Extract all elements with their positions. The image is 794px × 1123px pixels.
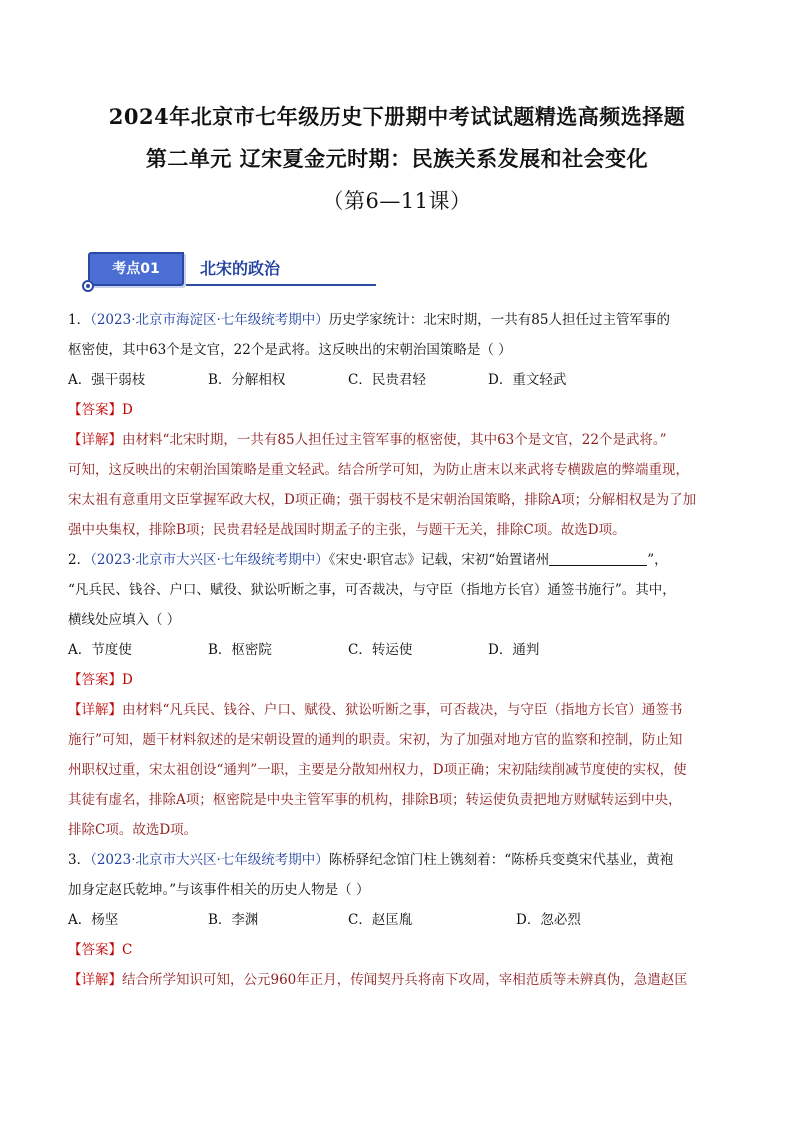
unit-title: 第二单元 辽宋夏金元时期：民族关系发展和社会变化 [145, 146, 649, 171]
option-d: D．忽必烈 [516, 912, 581, 928]
question-list [68, 305, 728, 995]
detail: 【详解】由材料“凡兵民、钱谷、户口、赋役、狱讼听断之事，可否裁决，与守臣（指地方长官）通签书 [68, 702, 683, 718]
option-a: A．强干弱枝 [68, 372, 146, 388]
question-1: 1．（2023·北京市海淀区·七年级统考期中）历史学家统计：北宋时期，一共有85人担任过主管军事的 枢密使，其中63个是文官，22个是武将。这反映出的宋朝治国策略是（ ） A．强干弱枝 B．分解相权 C．民贵君轻 D．重文轻武 【答案】D 【详解】由材料“北宋时期，一共有85人担任过主管军事的枢密使，其中63个是文官，22个是武将。” 可知，这反映出的宋朝治国策略是重文轻武。结合所学可知，为防止唐末以来武将专横跋扈的弊端重现， 宋太祖有意重用文臣掌握军政大权，D项正确；强干弱枝不是宋朝治国策略，排除A项；分解相权是为了加 强中央集权，排除B项；民贵君轻是战国时期孟子的主张，与题干无关，排除C项。故选D项。 [68, 305, 728, 545]
option-b: B．枢密院 [208, 642, 272, 658]
kaodian-topic: 北宋的政治 [200, 259, 281, 278]
answer: 【答案】D [68, 402, 133, 418]
option-d: D．重文轻武 [488, 372, 567, 388]
question-source: （2023·北京市大兴区·七年级统考期中） [90, 552, 329, 568]
options [68, 365, 728, 395]
question-3: 3．（2023·北京市大兴区·七年级统考期中）陈桥驿纪念馆门柱上镌刻着：“陈桥兵变奠宋代基业，黄袍 加身定赵氏乾坤。”与该事件相关的历史人物是（ ） A．杨坚 B．李渊 C．赵匡胤 D．忽必烈 【答案】C 【详解】结合所学知识可知，公元960年正月，传闻契丹兵将南下攻周，宰相范质等未辨真伪，急遣赵匡 [68, 845, 728, 995]
fill-blank [549, 551, 647, 566]
question-stem: 历史学家统计：北宋时期，一共有85人担任过主管军事的 [328, 312, 670, 328]
option-c: C．赵匡胤 [348, 912, 413, 928]
kaodian-header [82, 246, 382, 296]
detail: 【详解】结合所学知识可知，公元960年正月，传闻契丹兵将南下攻周，宰相范质等未辨真伪，急遣赵匡 [68, 972, 688, 988]
options [68, 905, 728, 935]
lesson-range: （第6—11课） [322, 189, 472, 213]
options [68, 635, 728, 665]
question-source: （2023·北京市海淀区·七年级统考期中） [90, 312, 329, 328]
option-d: D．通判 [488, 642, 540, 658]
question-stem: 陈桥驿纪念馆门柱上镌刻着：“陈桥兵变奠宋代基业，黄袍 [328, 852, 674, 868]
option-c: C．民贵君轻 [348, 372, 426, 388]
option-c: C．转运使 [348, 642, 413, 658]
answer: 【答案】C [68, 942, 133, 958]
kaodian-underline [186, 284, 376, 286]
question-2: 2．（2023·北京市大兴区·七年级统考期中）《宋史·职官志》记载，宋初“始置诸州 ”， “凡兵民、钱谷、户口、赋役、狱讼听断之事，可否裁决，与守臣（指地方长官）通签书施行”。其中， 横线处应填入（ ） A．节度使 B．枢密院 C．转运使 D．通判 【答案】D 【详解】由材料“凡兵民、钱谷、户口、赋役、狱讼听断之事，可否裁决，与守臣（指地方长官）通签书 施行”可知，题干材料叙述的是宋朝设置的通判的职责。宋初，为了加强对地方官的监察和控制，防止知 州职权过重，宋太祖创设“通判”一职，主要是分散知州权力，D项正确；宋初陆续削减节度使的实权，使 其徒有虚名，排除A项；枢密院是中央主管军事的机构，排除B项；转运使负责把地方财赋转运到中央， 排除C项。故选D项。 [68, 545, 728, 845]
kaodian-badge: 考点01 [88, 252, 184, 286]
option-a: A．杨坚 [68, 912, 119, 928]
kaodian-dot-icon [82, 280, 94, 292]
detail: 【详解】由材料“北宋时期，一共有85人担任过主管军事的枢密使，其中63个是文官，22个是武将。” [68, 432, 667, 448]
question-source: （2023·北京市大兴区·七年级统考期中） [90, 852, 329, 868]
answer: 【答案】D [68, 672, 133, 688]
option-b: B．李渊 [208, 912, 259, 928]
title-block [0, 96, 794, 222]
option-b: B．分解相权 [208, 372, 286, 388]
main-title: 2024年北京市七年级历史下册期中考试试题精选高频选择题 [108, 104, 686, 129]
option-a: A．节度使 [68, 642, 132, 658]
